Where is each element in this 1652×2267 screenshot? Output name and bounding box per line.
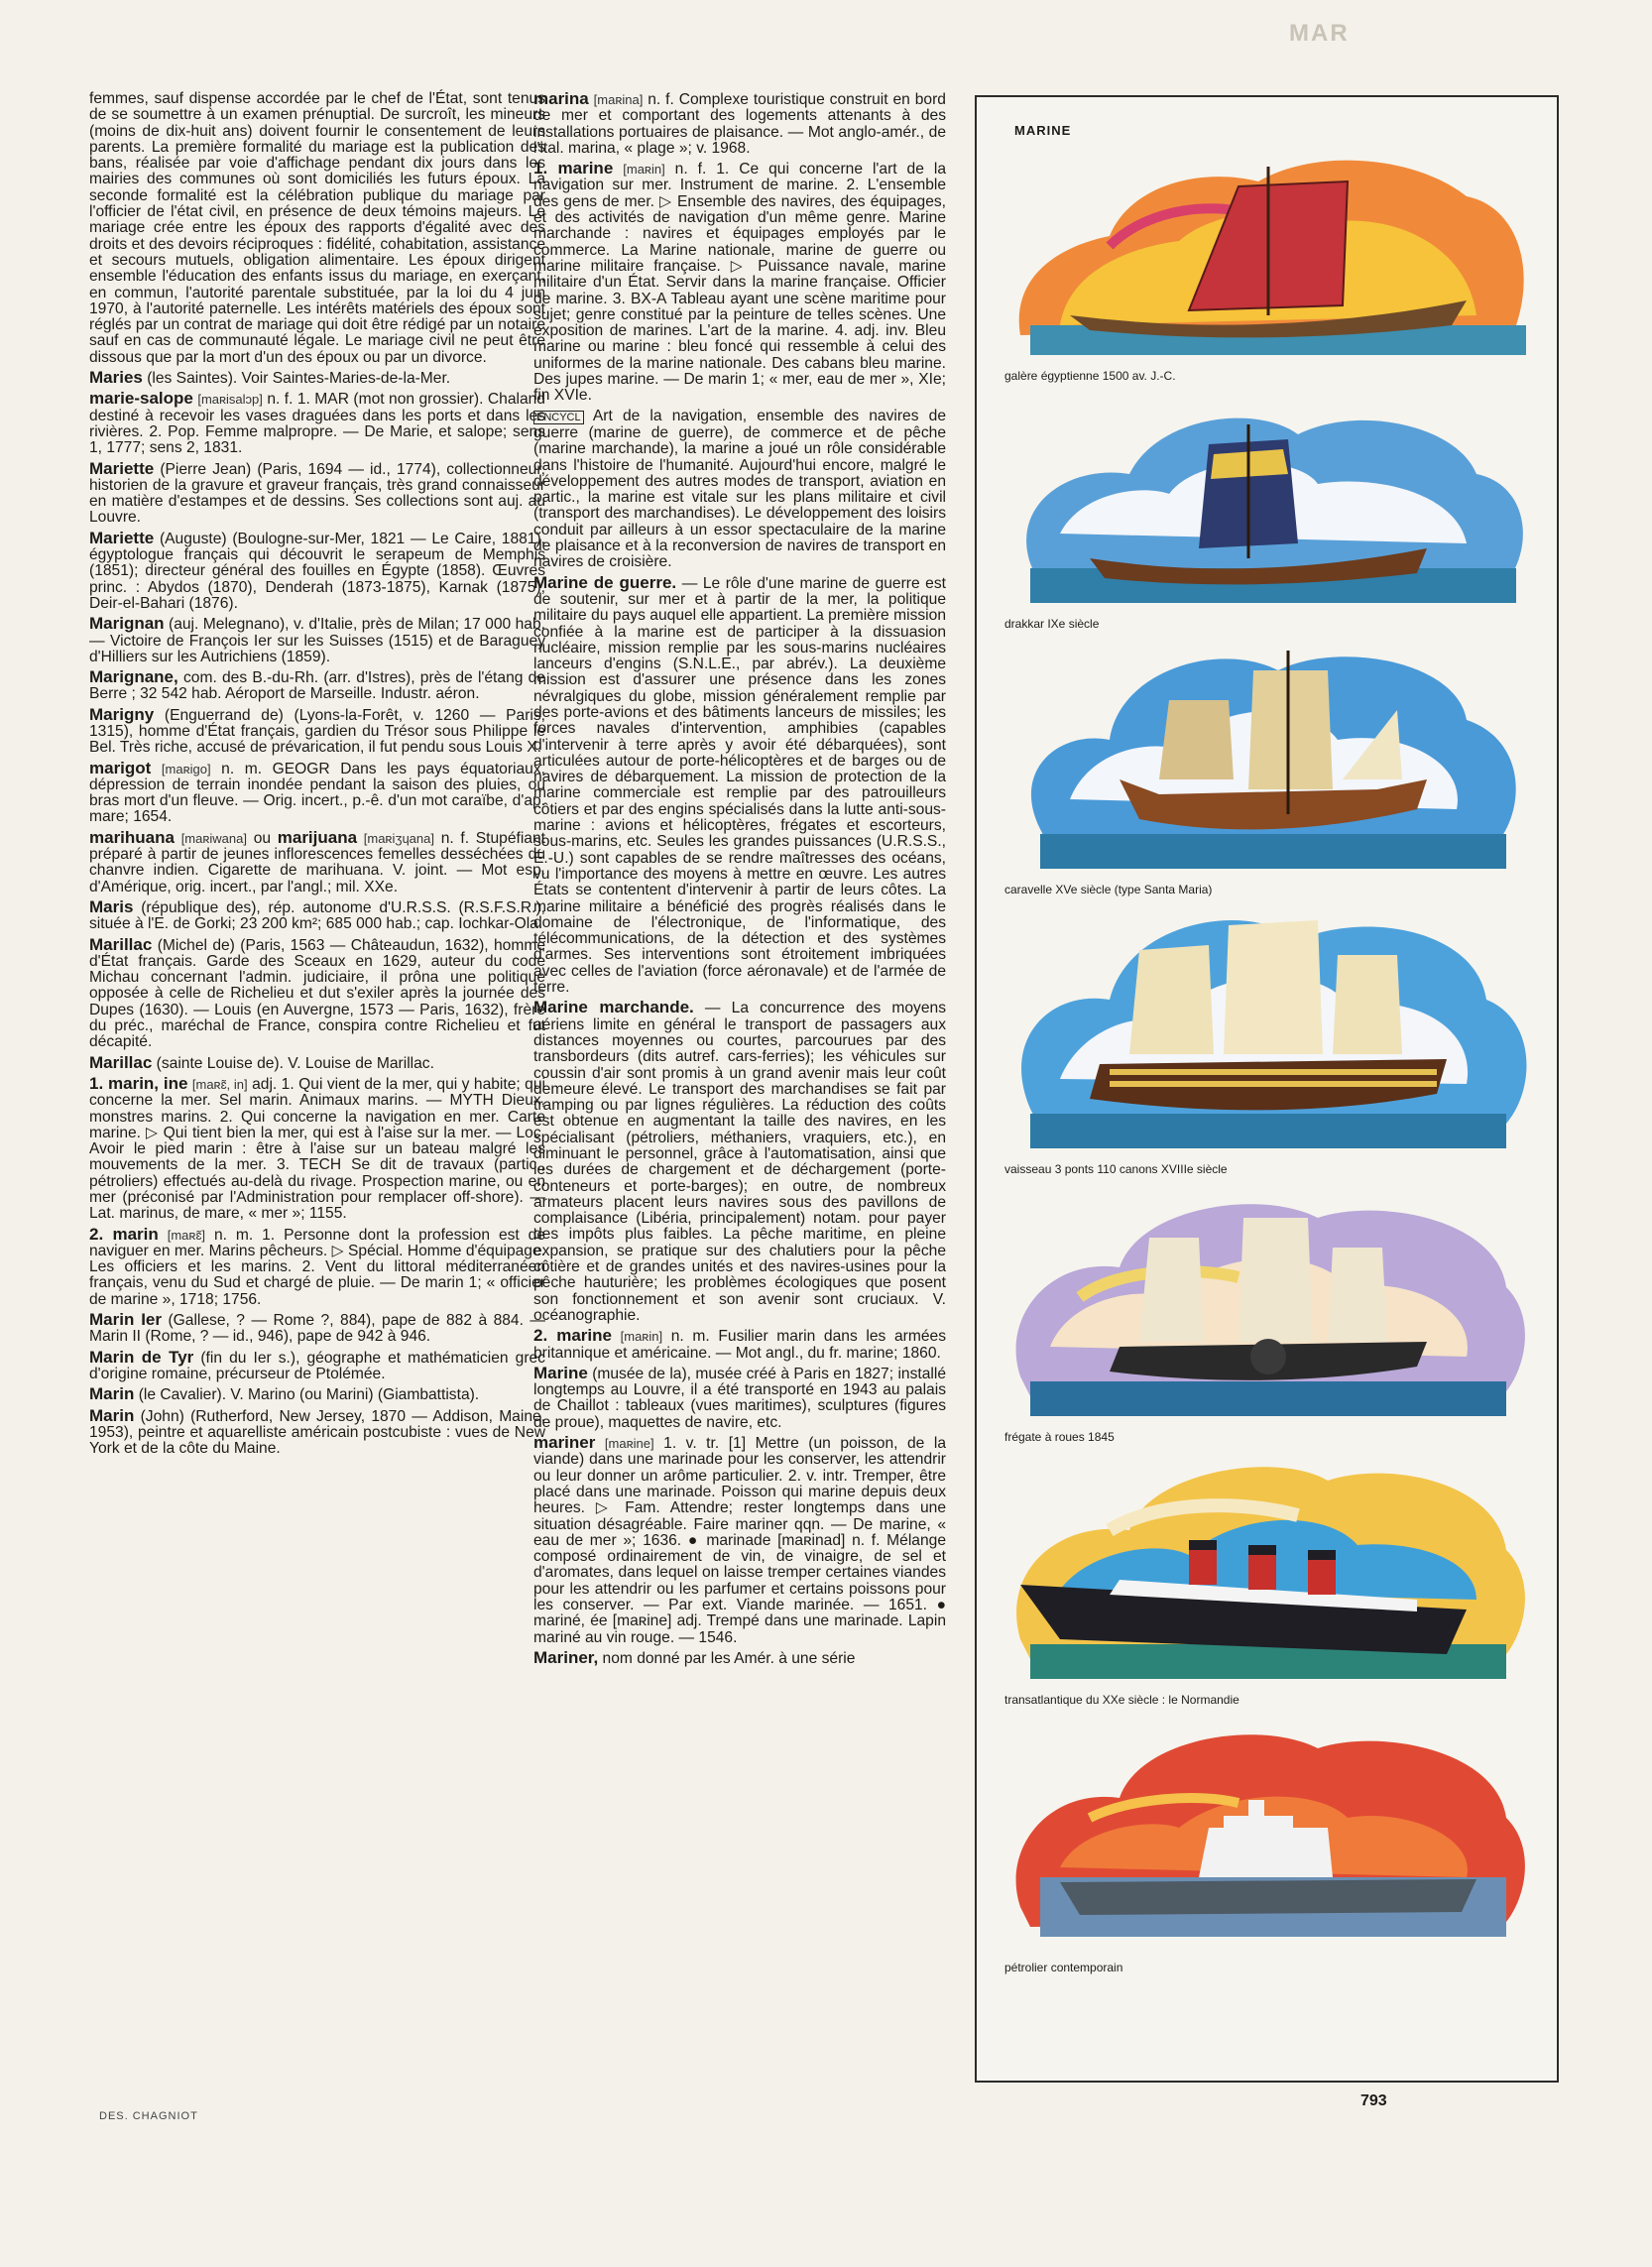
entry-mariner-space — [533, 1647, 946, 1667]
headword: Marillac — [89, 934, 153, 954]
phonetic: [maʀisalɔp] — [197, 392, 263, 408]
headword: mariner — [533, 1433, 596, 1453]
galley-drawing — [1001, 127, 1536, 365]
illustration-egyptian-galley — [1001, 127, 1536, 383]
phonetic: [maʀina] — [593, 92, 644, 107]
headword: Mariette — [89, 528, 155, 547]
entry-text: (le Cavalier). V. Marino (ou Marini) (Giambattista). — [138, 1386, 480, 1404]
entry-mariette-auguste — [89, 528, 545, 612]
page-number: 793 — [1360, 2092, 1387, 2109]
entry-musee-marine — [533, 1363, 946, 1431]
entry-text: (auj. Melegnano), v. d'Italie, près de Milan; 17 000 hab. — Victoire de François Ier sur les Suisses (1515) et de Baraguey d'Hilliers sur les Autrichiens (1859). — [89, 616, 545, 665]
entry-marihuana — [89, 827, 545, 895]
entry-text: (Gallese, ? — Rome ?, 884), pape de 882 à 884. — Marin II (Rome, ? — id., 946), pape de 942 à 946. — [89, 1312, 545, 1346]
illustration-tanker — [1001, 1709, 1536, 1974]
entry-marine-2 — [533, 1328, 946, 1362]
entry-text: n. m. Fusilier marin dans les armées britannique et américaine. — Mot angl., du fr. marine; 1860. — [533, 1328, 946, 1362]
entry-marillac-michel — [89, 934, 545, 1051]
phonetic: [maʀine] — [604, 1436, 654, 1452]
entry-text: (John) (Rutherford, New Jersey, 1870 — Addison, Maine, 1953), peintre et aquarelliste américain postcubiste : vues de New York et de la côte du Maine. — [89, 1407, 545, 1458]
entry-text: n. m. 1. Personne dont la profession est de naviguer en mer. Marins pêcheurs. ▷ Spécial. Homme d'équipage. Les officiers et les marins. 2. Vent du littoral méditerranéen français, venu du Sud et chargé de pluie. — De marin 1; « officier de marine », 1718; 1756. — [89, 1226, 546, 1308]
entry-maris — [89, 896, 545, 933]
entry-text: (musée de la), musée créé à Paris en 1827; installé longtemps au Louvre, il a été transporté en 1943 au palais de Chaillot : tableaux (vues maritimes), sculptures (figures de proue), maquettes de navire, etc. — [533, 1365, 946, 1431]
headword: marie-salope — [89, 389, 193, 409]
encyclopedia-tag: ENCYCL — [533, 411, 584, 424]
phonetic: [maʀɛ̃, in] — [191, 1076, 248, 1092]
illustration-drakkar — [1001, 385, 1536, 631]
ship-of-the-line-drawing — [1001, 900, 1536, 1158]
illustration-caravel — [1001, 631, 1536, 896]
illustration-liner-normandie — [1001, 1441, 1536, 1707]
illustration-ship-of-the-line — [1001, 900, 1536, 1176]
headword: 2. marin — [89, 1224, 159, 1244]
headword: Mariette — [89, 458, 155, 478]
headword: Mariner, — [533, 1647, 599, 1667]
headword: marigot — [89, 758, 152, 777]
headword: Marine — [533, 1363, 588, 1382]
headword: Marin — [89, 1405, 135, 1425]
entry-marignane — [89, 669, 545, 703]
entry-text: (Enguerrand de) (Lyons-la-Forêt, v. 1260 — Paris, 1315), homme d'État français, gardien du Trésor sous Philippe le Bel. Très riche, accusé de prévarication, il fut pendu sous Louis X. — [89, 706, 545, 757]
illustration-plate — [975, 95, 1559, 2083]
headword: Marillac — [89, 1052, 153, 1072]
entry-marigot — [89, 758, 545, 826]
entry-text: n. f. 1. MAR (mot non grossier). Chaland destiné à recevoir les vases draguées dans les ports et dans les rivières. 2. Pop. Femme malpropre. — De Marie, et salope; sens 1, 1777; sens 2, 1831. — [89, 391, 545, 457]
entry-marine-1 — [533, 161, 946, 404]
caption: vaisseau 3 ponts 110 canons XVIIIe siècle — [1004, 1162, 1228, 1176]
entry-text: (Auguste) (Boulogne-sur-Mer, 1821 — Le Caire, 1881), égyptologue français qui découvrit le serapeum de Memphis (1851); directeur général des fouilles en Égypte (1858). Œuvres princ. : Abydos (1870), Denderah (1873-1875), Karnak (1875), Deir-el-Bahari (1876). — [89, 530, 545, 612]
entry-text: — La concurrence des moyens aériens limite en général le transport de passagers aux distances moyennes ou courtes, parcourues par des transbordeurs (dits autref. cars-ferries); les véhicules sur coussin d'air sont promis à un grand avenir mais leur coût demeure élevé. Le transport des marchandises se fait par tramping ou par lignes régulières. La réduction des coûts est obtenue en augmentant la taille des navires, en les spécialisant (pétroliers, méthaniers, vraquiers, etc.), en diminuant le personnel, grâce à l'automatisation, ainsi que les durées de chargement et de déchargement (porte-conteneurs et porte-barges); en outre, de nombreux armateurs placent leurs navires sous des pavillons de complaisance (Libéria, principalement) notam. pour payer des impôts plus faibles. La pêche maritime, en pleine expansion, se pratique sur des chalutiers pour la pêche côtière et de grandes unités et des navires-usines pour la pêche hauturière; les problèmes écologiques que posent son fonctionnement et son avenir sont cruciaux. V. océanographie. — [533, 1000, 946, 1324]
caption: caravelle XVe siècle (type Santa Maria) — [1004, 883, 1213, 896]
headword: Marin Ier — [89, 1310, 162, 1330]
phonetic: [maʀiʒɥana] — [363, 830, 434, 846]
headword: marihuana — [89, 827, 175, 847]
entry-maries — [89, 370, 545, 387]
entry-marin-de-tyr — [89, 1347, 545, 1383]
entry-text: (Pierre Jean) (Paris, 1694 — id., 1774), collectionneur, historien de la gravure et graveur français, très grand connaisseur en matière d'estampes et de dessins. Ses collections sont auj. au Louvre. — [89, 460, 545, 527]
phonetic: [maʀin] — [623, 162, 665, 178]
entry-text: ou — [253, 829, 272, 847]
entry-text: n. m. GEOGR Dans les pays équatoriaux, dépression de terrain inondée pendant la saison des pluies, ou bras mort d'un fleuve. — Orig. incert., p.-ê. d'un mot caraïbe, d'ap. mare; 1654. — [89, 760, 545, 826]
headword: Marine marchande. — [533, 998, 694, 1017]
entry-marine-marchande — [533, 1000, 946, 1324]
text-column-2 — [533, 91, 946, 1671]
entry-text: com. des B.-du-Rh. (arr. d'Istres), près de l'étang de Berre ; 32 542 hab. Aéroport de Marseille. Industr. aéron. — [89, 669, 545, 703]
entry-text: (sainte Louise de). V. Louise de Marillac. — [156, 1054, 434, 1072]
headword: 2. marine — [533, 1326, 612, 1346]
paddle-frigate-drawing — [1001, 1178, 1536, 1426]
headword: Marignane, — [89, 667, 178, 687]
entry-mariette-pierre — [89, 458, 545, 527]
headword: Marignan — [89, 614, 165, 634]
phonetic: [maʀɛ̃] — [167, 1227, 206, 1243]
headword: 1. marine — [533, 159, 614, 179]
entry-mariner — [533, 1435, 946, 1646]
phonetic: [maʀigo] — [161, 761, 211, 776]
entry-marin-noun — [89, 1224, 546, 1308]
entry-marin-cavalier — [89, 1386, 545, 1403]
illustrator-credit: DES. CHAGNIOT — [99, 2110, 198, 2122]
caption: drakkar IXe siècle — [1004, 617, 1100, 631]
entry-marin-adj — [89, 1073, 545, 1223]
text-column-1 — [89, 91, 545, 1461]
entry-marillac-louise — [89, 1052, 545, 1072]
headword: Marine de guerre. — [533, 572, 677, 592]
entry-text: adj. 1. Qui vient de la mer, qui y habite; qui concerne la mer. Sel marin. Animaux marins. — MYTH Dieux, monstres marins. 2. Qui concerne la navigation en mer. Carte marine. ▷ Qui tient bien la mer, qui est à l'aise sur la mer. — Loc. Avoir le pied marin : être à l'aise sur un bateau malgré les mouvements de la mer. 3. TECH Se dit de travaux (partic., pétroliers) effectués au-delà du rivage. Prospection marine, ou en mer (préconisé par l'Administration pour remplacer off-shore). — Lat. marinus, de mare, « mer »; 1155. — [89, 1075, 545, 1223]
paragraph-continued: femmes, sauf dispense accordée par le chef de l'État, sont tenus de se soumettre à un examen prénuptial. De surcroît, les mineurs (moins de dix-huit ans) doivent fournir le consentement de leurs parents. La première formalité du mariage est la publication des bans, réalisée par voie d'affichage pendant dix jours dans les mairies des communes où sont domiciliés les futurs époux. La seconde formalité est la célébration publique du mariage par l'officier de l'état civil, en présence de deux témoins majeurs. Le mariage crée entre les époux des rapports d'égalité avec des droits et des devoirs réciproques : fidélité, cohabitation, assistance et secours mutuels, obligation alimentaire. Les époux dirigent ensemble l'éducation des enfants issus du mariage, en exerçant, en commun, l'autorité parentale substituée, par la loi du 4 juin 1970, à l'autorité paternelle. Les intérêts matériels des époux sont réglés par un contrat de mariage qui doit être rédigé par un notaire sauf en cas de communauté légale. Le mariage civil ne peut être dissous que par la mort d'un des époux ou par un divorce. — [89, 90, 545, 366]
entry-text: n. f. Complexe touristique construit en bord de mer et comportant des logements attenants à des installations portuaires de plaisance. — Mot anglo-amér., de l'ital. marina, « plage »; v. 1968. — [533, 91, 946, 157]
entry-text: — Le rôle d'une marine de guerre est de soutenir, sur mer et à partir de la mer, la politique militaire du pays auquel elle appartient. La première mission confiée à la marine est de participer à la dissuasion nucléaire, mission remplie par les sous-marins nucléaires lanceurs d'engins (S.N.L.E., par abrév.). La deuxième mission est d'assurer une présence dans les zones névralgiques du globe, mission généralement remplie par des porte-avions et des bâtiments lanceurs de missiles; les forces navales d'intervention, amphibies (capables d'intervenir à terre après y avoir été débarquées), sont articulées autour de porte-hélicoptères et de barges ou de navires de débarquement. La mission de protection de la marine commerciale est remplie par des patrouilleurs côtiers et par des engins spécialisés dans la lutte anti-sous-marine : avions et hélicoptères, frégates et escorteurs, sous-marins, etc. Seules les grandes puissances (U.R.S.S., É.-U.) sont capables de se rendre maîtresses des océans, vu l'importance des moyens à mettre en œuvre. Les autres États se contentent d'intervenir à partir de leurs côtes. La marine militaire a bénéficié des progrès réalisés dans le domaine de l'électronique, de l'informatique, des télécommunications, de la détection et des systèmes d'armes. Ses interventions sont étroitement imbriquées avec celles de l'aviation (force aéronavale) et de l'armée de terre. — [533, 574, 946, 997]
tanker-drawing — [1001, 1709, 1536, 1957]
entry-marin-pope — [89, 1312, 545, 1346]
phonetic: [maʀiwana] — [180, 830, 247, 846]
plate-title: MARINE — [1014, 123, 1072, 138]
entry-text: n. f. 1. Ce qui concerne l'art de la navigation sur mer. Instrument de marine. 2. L'ensemble des gens de mer. ▷ Ensemble des navires, des équipages, et des activités de navigation d'un même genre. Marine marchande : navires et équipages employés par le commerce. La Marine nationale, marine de guerre ou marine militaire française. ▷ Puissance navale, marine militaire d'un État. Servir dans la marine française. Officier de marine. 3. BX-A Tableau ayant une scène maritime pour sujet; genre constitué par la peinture de telles scènes. Une exposition de marines. L'art de la marine. 4. adj. inv. Bleu marine ou marine : bleu foncé qui ressemble à celui des uniformes de la marine nationale. Des cabans bleu marine. Des jupes marine. — De marin 1; « mer, eau de mer », XIe; fin XVIe. — [533, 161, 946, 405]
entry-text: 1. v. tr. [1] Mettre (un poisson, de la viande) dans une marinade pour les conserver, les attendrir ou leur donner un arôme particulier. 2. v. intr. Tremper, être placé dans une marinade. Poisson qui marine depuis deux heures. ▷ Fam. Attendre; rester longtemps dans une situation désagréable. Faire mariner qqn. — De marine, « eau de mer »; 1636. ● marinade [maʀinad] n. f. Mélange composé ordinairement de vin, de vinaigre, de sel et d'aromates, dans lequel on laisse tremper certaines viandes pour les attendrir ou les parfumer et certains poissons pour les conserver. — Par ext. Viande marinée. — 1651. ● mariné, ée [maʀine] adj. Trempé dans une marinade. Lapin mariné au vin rouge. — 1546. — [533, 1435, 947, 1646]
running-head: MAR — [1289, 20, 1350, 47]
headword: marina — [533, 89, 589, 108]
phonetic: [maʀin] — [620, 1329, 663, 1345]
headword: 1. marin, ine — [89, 1073, 188, 1093]
caravel-drawing — [1001, 631, 1536, 879]
illustration-paddle-frigate — [1001, 1178, 1536, 1444]
caption: transatlantique du XXe siècle : le Normandie — [1004, 1693, 1239, 1707]
headword: Marigny — [89, 704, 155, 724]
drakkar-drawing — [1001, 385, 1536, 613]
entry-text: Art de la navigation, ensemble des navires de guerre (marine de guerre), de commerce et de pêche (marine marchande), la marine a joué un rôle considérable dans l'histoire de l'humanité. Aujourd'hui encore, malgré le développement des autres modes de transport, aviation en partic., la marine est vitale sur les plans militaire et civil (transport des marchandises). Le développement des loisirs conduit par ailleurs à un essor spectaculaire de la marine de plaisance et à la reconversion de navires de transport en navires de croisière. — [533, 407, 947, 571]
headword: Maries — [89, 368, 143, 388]
headword: Maris — [89, 896, 134, 916]
entry-marine-de-guerre — [533, 572, 946, 997]
entry-marina — [533, 91, 946, 157]
headword: Marin — [89, 1384, 135, 1404]
entry-marine-encyclopedic — [533, 409, 946, 571]
entry-text: n. f. Stupéfiant préparé à partir de jeunes inflorescences femelles desséchées du chanvre indien. Cigarette de marihuana. V. joint. — Mot esp. d'Amérique, orig. incert., par l'angl.; mil. XXe. — [89, 829, 545, 895]
caption: galère égyptienne 1500 av. J.-C. — [1004, 369, 1176, 383]
entry-marin-john — [89, 1405, 545, 1458]
entry-text: (les Saintes). Voir Saintes-Maries-de-la-Mer. — [147, 370, 451, 388]
entry-marie-salope — [89, 391, 545, 456]
headword: marijuana — [277, 827, 358, 847]
entry-marigny — [89, 704, 545, 757]
caption: frégate à roues 1845 — [1004, 1430, 1115, 1444]
caption: pétrolier contemporain — [1004, 1961, 1123, 1974]
entry-text: (république des), rép. autonome d'U.R.S.S. (R.S.F.S.R.), située à l'E. de Gorki; 23 200 km²; 685 000 hab.; cap. Iochkar-Ola. — [89, 898, 545, 933]
entry-text: (fin du Ier s.), géographe et mathématicien grec d'origine romaine, précurseur de Ptolémée. — [89, 1349, 545, 1382]
entry-text: (Michel de) (Paris, 1563 — Châteaudun, 1632), homme d'État français. Garde des Sceaux en 1629, auteur du code Michau concernant l'admin. judiciaire, il prôna une politique opposée à celle de Richelieu et dut s'exiler après la journée des Dupes (1630). — Louis (en Auvergne, 1573 — Paris, 1632), frère du préc., maréchal de France, conspira contre Richelieu et fut décapité. — [89, 936, 545, 1051]
entry-text: nom donné par les Amér. à une série — [602, 1649, 856, 1667]
liner-drawing — [1001, 1441, 1536, 1689]
entry-marignan — [89, 616, 545, 665]
headword: Marin de Tyr — [89, 1347, 194, 1367]
